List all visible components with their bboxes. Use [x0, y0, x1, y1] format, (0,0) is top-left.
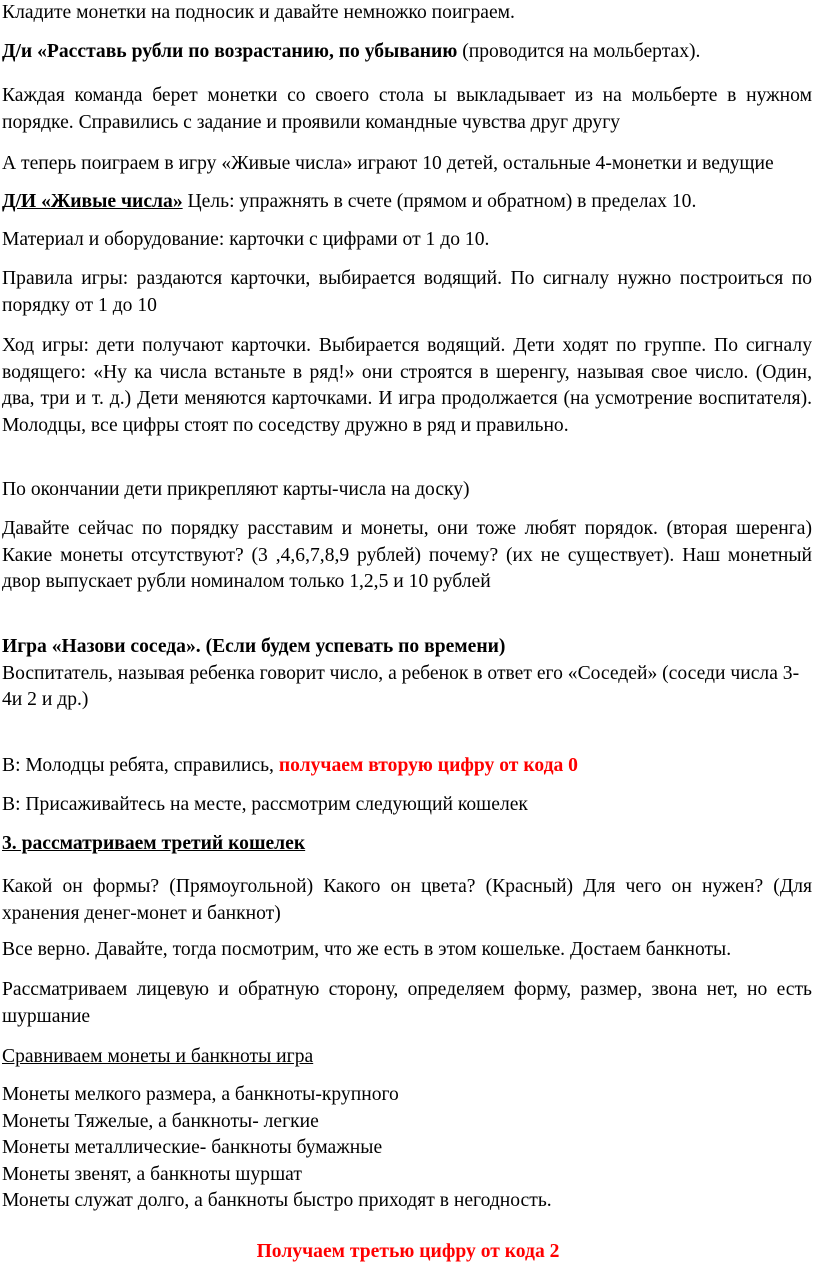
compare-line: Монеты металлические- банкноты бумажные — [2, 1137, 383, 1158]
paragraph-rules: Правила игры: раздаются карточки, выбирается водящий. По сигналу нужно построиться по порядку от 1 до 10 — [2, 268, 812, 316]
live-numbers-title: Д/И «Живые числа» — [2, 191, 183, 212]
live-numbers-goal-text: Цель: упражнять в счете (прямом и обратном) в пределах 10. — [182, 191, 697, 212]
section-third-wallet: 3. рассматриваем третий кошелек — [2, 833, 306, 854]
second-digit-text: В: Молодцы ребята, справились, — [2, 755, 279, 776]
third-digit-highlight: Получаем третью цифру от кода 2 — [256, 1241, 560, 1262]
compare-line: Монеты мелкого размера, а банкноты-крупного — [2, 1084, 399, 1105]
paragraph-examine-banknotes: Рассматриваем лицевую и обратную сторону, определяем форму, размер, звона нет, но есть шуршание — [2, 979, 812, 1027]
paragraph-team-task: Каждая команда берет монетки со своего стола ы выкладывает из на мольберте в нужном порядке. Справились с задание и проявили командные чувства друг другу — [2, 85, 812, 133]
game-order-title: Д/и «Расставь рубли по возрастанию, по убыванию — [2, 41, 458, 62]
game-neighbor-title: Игра «Назови соседа». (Если будем успевать по времени) — [2, 636, 506, 657]
compare-list — [2, 1082, 812, 1215]
paragraph-live-numbers-intro: А теперь поиграем в игру «Живые числа» играют 10 детей, остальные 4-монетки и ведущие — [2, 153, 774, 174]
paragraph-intro: Кладите монетки на подносик и давайте немножко поиграем. — [2, 2, 515, 23]
paragraph-materials: Материал и оборудование: карточки с цифрами от 1 до 10. — [2, 229, 490, 250]
compare-title: Сравниваем монеты и банкноты игра — [2, 1046, 314, 1067]
game-neighbor-text: Воспитатель, называя ребенка говорит число, а ребенок в ответ его «Соседей» (соседи числа 3-4и 2 и др.) — [2, 662, 800, 710]
paragraph-banknotes: Все верно. Давайте, тогда посмотрим, что же есть в этом кошельке. Достаем банкноты. — [2, 939, 732, 960]
compare-line: Монеты звенят, а банкноты шуршат — [2, 1163, 302, 1185]
paragraph-game-order — [2, 39, 700, 66]
compare-line: Монеты Тяжелые, а банкноты- легкие — [2, 1110, 319, 1132]
game-order-note: (проводится на мольбертах). — [457, 41, 701, 62]
paragraph-wallet-questions: Какой он формы? (Прямоугольной) Какого он цвета? (Красный) Для чего он нужен? (Для хранения денег-монет и банкнот) — [2, 876, 812, 924]
paragraph-sit-down: В: Присаживайтесь на месте, рассмотрим следующий кошелек — [2, 794, 528, 815]
paragraph-coins-order: Давайте сейчас по порядку расставим и монеты, они тоже любят порядок. (вторая шеренга) Какие монеты отсутствуют? (3 ,4,6,7,8,9 рублей) почему? (их не существует). Наш монетный двор выпускает рубли номиналом только 1,2,5 и 10 рублей — [2, 518, 812, 592]
paragraph-game-flow: Ход игры: дети получают карточки. Выбирается водящий. Дети ходят по группе. По сигналу водящего: «Ну ка числа встаньте в ряд!» они строятся в шеренгу, называя свое число. (Один, два, три и т. д.) Дети меняются карточками. И игра продолжается (на усмотрение воспитателя). Молодцы, все цифры стоят по соседству дружно в ряд и правильно. — [2, 335, 812, 436]
paragraph-live-numbers-goal — [2, 189, 696, 216]
game-neighbor-block — [2, 634, 812, 714]
compare-line: Монеты служат долго, а банкноты быстро приходят в негодность. — [2, 1190, 552, 1211]
paragraph-second-digit — [2, 753, 578, 780]
paragraph-ending: По окончании дети прикрепляют карты-числа на доску) — [2, 479, 470, 500]
second-digit-highlight: получаем вторую цифру от кода 0 — [278, 755, 578, 776]
